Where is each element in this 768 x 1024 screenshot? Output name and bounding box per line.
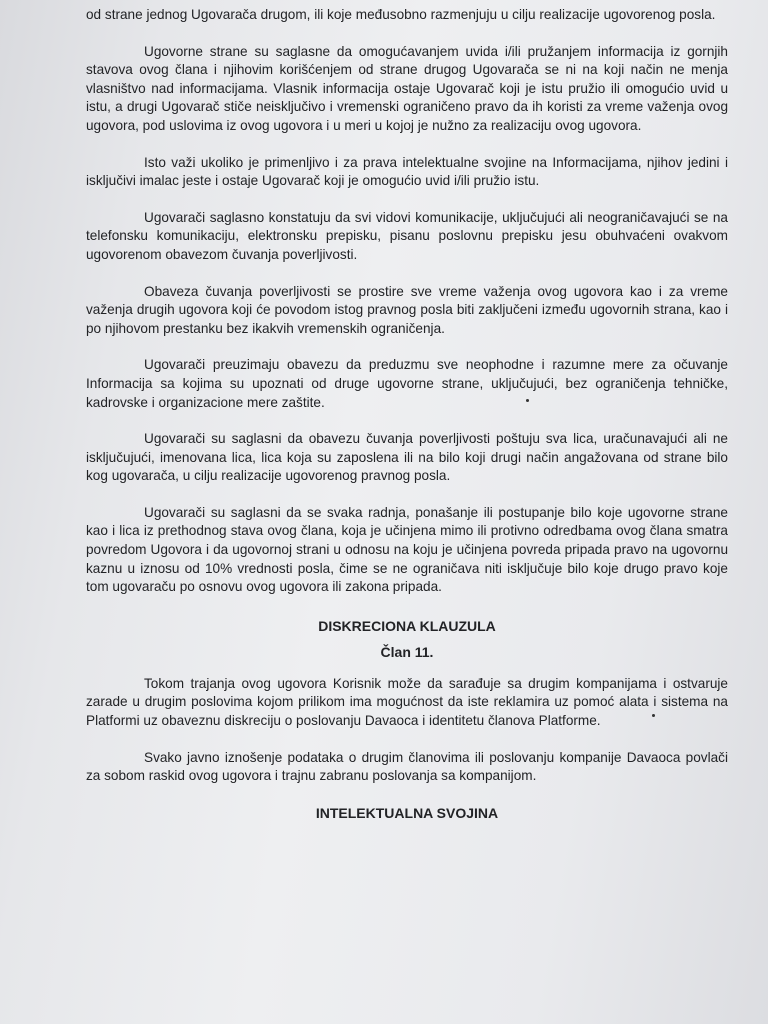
paragraph-measures: Ugovarači preuzimaju obavezu da preduzmu sve neophodne i razumne mere za očuvanje Informacija sa kojima su upoznati od druge ugovorne strane, uključujući, bez ograničenja tehničke, kadrovske i organizacione mere zaštite. bbox=[86, 357, 728, 410]
paragraph-duration: Obaveza čuvanja poverljivosti se prostire sve vreme važenja ovog ugovora kao i za vreme važenja drugih ugovora koji će povodom istog pravnog posla biti zaključeni između ugovornih strana, kao i po njihovom prestanku bez ikakvih vremenskih ograničenja. bbox=[86, 283, 728, 336]
paragraph-persons: Ugovarači su saglasni da obavezu čuvanja poverljivosti poštuju sva lica, uračunavajući ali ne isključujući, imenovana lica, lica koja su zaposlena ili na bilo koji drugi način angažovana od strane bilo kog ugovarača, u cilju realizacije ugovorenog pravnog posla. bbox=[86, 431, 728, 484]
paragraph-communication: Ugovarači saglasno konstatuju da svi vidovi komunikacije, uključujući ali neograničavajući se na telefonsku komunikaciju, elektronsku prepisku, pisanu poslovnu prepisku jesu obuhvaćeni ovakvom ugovorenom obavezom čuvanja poverljivosti. bbox=[86, 209, 728, 262]
ink-speck bbox=[652, 714, 655, 717]
document-body bbox=[86, 6, 728, 822]
paragraph-cooperation: Tokom trajanja ovog ugovora Korisnik može da sarađuje sa drugim kompanijama i ostvaruje zarade u drugim poslovima kojom prilikom ima mogućnost da iste reklamira uz pomoć alata i sistema na Platformi uz obaveznu diskreciju o poslovanju Davaoca i identitetu članova Platforme. bbox=[86, 675, 728, 729]
intro-paragraph: od strane jednog Ugovarača drugom, ili koje međusobno razmenjuju u cilju realizacije ugovorenog posla. bbox=[86, 7, 716, 22]
paragraph-ownership: Ugovorne strane su saglasne da omogućavanjem uvida i/ili pružanjem informacija iz gornjih stavova ovog člana i njihovim korišćenjem od strane drugog Ugovarača se ni na koji način ne menja vlasništvo nad informacijama. Vlasnik informacija ostaje Ugovarač koji je istu pružio ili omogućio uvid u istu, a drugi Ugovarač stiče neisključivo i vremenski ograničeno pravo da ih koristi za vreme važenja ovog ugovora, pod uslovima iz ovog ugovora i u meri u kojoj je nužno za realizaciju ovog ugovora. bbox=[86, 43, 728, 133]
article-number: Član 11. bbox=[380, 643, 434, 660]
ink-speck bbox=[526, 399, 529, 402]
section-heading-intellectual-property: INTELEKTUALNA SVOJINA bbox=[315, 804, 499, 821]
paragraph-penalty: Ugovarači su saglasni da se svaka radnja, ponašanje ili postupanje bilo koje ugovorne strane kao i lica iz prethodnog stava ovog člana, koja je učinjena mimo ili protivno odredbama ovog člana smatra povredom Ugovora i da ugovornoj strani u odnosu na koju je učinjena povreda pripada pravo na ugovornu kaznu u iznosu od 10% vrednosti posla, čime se ne ograničava niti isključuje bilo koje drugo pravo koje tom ugovaraču po osnovu ovog ugovora ili zakona pripada. bbox=[86, 504, 728, 595]
paragraph-intellectual-rights: Isto važi ukoliko je primenljivo i za prava intelektualne svojine na Informacijama, njihov jedini i isključivi imalac jeste i ostaje Ugovarač koji je omogućio uvid i/ili pružio istu. bbox=[86, 154, 728, 189]
paragraph-disclosure: Svako javno iznošenje podataka o drugim članovima ili poslovanju kompanije Davaoca povlači za sobom raskid ovog ugovora i trajnu zabranu poslovanja sa kompanijom. bbox=[86, 749, 728, 784]
section-heading-discretion: DISKRECIONA KLAUZULA bbox=[318, 617, 496, 634]
